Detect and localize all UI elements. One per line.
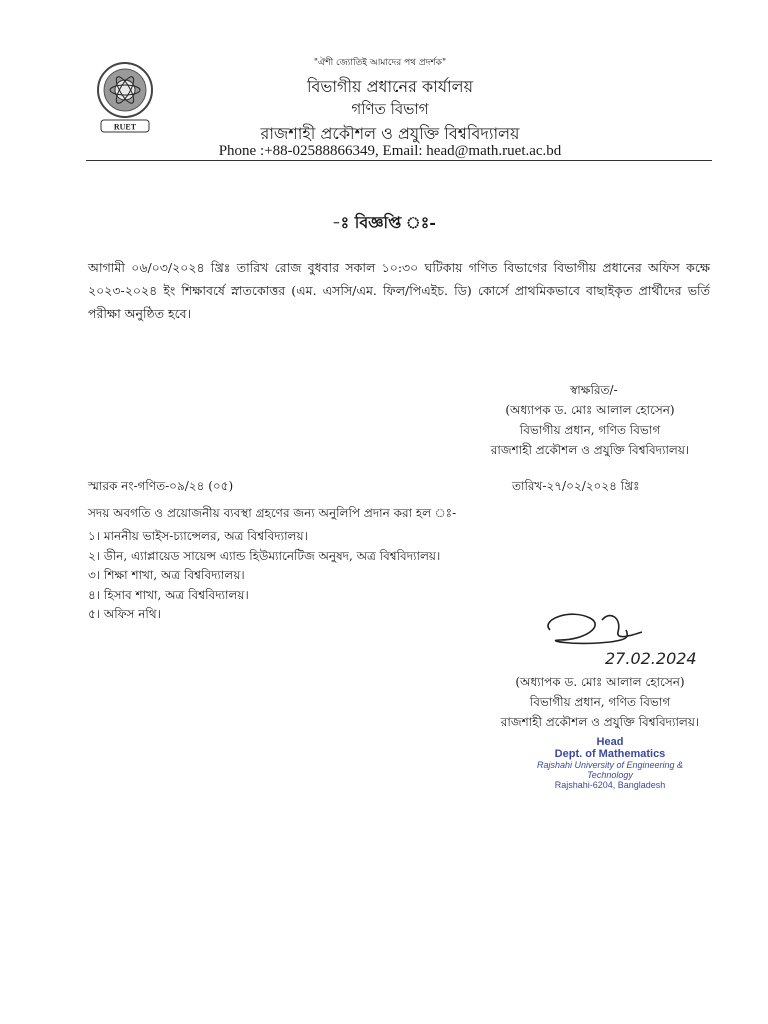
memo-date: তারিখ-২৭/০২/২০২৪ খ্রিঃ [512, 479, 640, 493]
seal-line-3: Rajshahi University of Engineering & Technology [536, 760, 684, 780]
header-divider [86, 160, 712, 161]
list-item: ২। ডীন, এ্যাপ্লায়েড সায়েন্স এ্যান্ড হিউম্যানেটিজ অনুষদ, অত্র বিশ্ববিদ্যালয়। [88, 548, 441, 563]
signatory-block-bottom [480, 672, 720, 732]
department-name: গণিত বিভাগ [351, 100, 429, 118]
official-seal [520, 736, 700, 792]
signatory-institution: রাজশাহী প্রকৌশল ও প্রযুক্তি বিশ্ববিদ্যালয়। [490, 443, 690, 457]
signatory-institution: রাজশাহী প্রকৌশল ও প্রযুক্তি বিশ্ববিদ্যালয়। [500, 715, 700, 729]
signatory-name: (অধ্যাপক ড. মোঃ আলাল হোসেন) [505, 403, 675, 417]
seal-line-1: Head [596, 736, 624, 748]
list-item: ১। মাননীয় ভাইস-চ্যান্সেলর, অত্র বিশ্ববিদ্যালয়। [88, 529, 308, 543]
memo-reference: স্মারক নং-গণিত-০৯/২৪ (০৫) [88, 479, 234, 493]
list-item: ৩। শিক্ষা শাখা, অত্র বিশ্ববিদ্যালয়। [88, 568, 245, 582]
office-title: বিভাগীয় প্রধানের কার্যালয় [306, 77, 474, 96]
ruet-logo [92, 60, 158, 140]
contact-line: Phone :+88-02588866349, Email: head@math.ruet.ac.bd [218, 143, 562, 159]
copy-list [88, 527, 440, 625]
handwritten-signature [530, 600, 720, 670]
signatory-block-top [470, 380, 710, 460]
motto: "ঐশী জ্যোতিই আমাদের পথ প্রদর্শক" [313, 58, 447, 68]
svg-text:RUET: RUET [113, 122, 137, 132]
list-item: ৪। হিসাব শাখা, অত্র বিশ্ববিদ্যালয়। [88, 587, 249, 602]
seal-line-2: Dept. of Mathematics [554, 748, 666, 760]
handwritten-date: 27.02.2024 [605, 649, 697, 668]
list-item: ৫। অফিস নথি। [88, 607, 161, 621]
notice-title: -ঃ বিজ্ঞপ্তি ঃ- [332, 213, 436, 232]
seal-line-4: Rajshahi-6204, Bangladesh [554, 780, 666, 790]
copy-intro: সদয় অবগতি ও প্রয়োজনীয় ব্যবস্থা গ্রহণের জন্য অনুলিপি প্রদান করা হল ঃ- [88, 506, 457, 520]
signatory-name: (অধ্যাপক ড. মোঃ আলাল হোসেন) [515, 675, 685, 689]
signatory-designation: বিভাগীয় প্রধান, গণিত বিভাগ [529, 695, 671, 709]
notice-body: আগামী ০৬/০৩/২০২৪ খ্রিঃ তারিখ রোজ বুধবার সকাল ১০:৩০ ঘটিকায় গণিত বিভাগের বিভাগীয় প্রধানের অফিস কক্ষে ২০২৩-২০২৪ ইং শিক্ষাবর্ষে স্নাতকোত্তর (এম. এসসি/এম. ফিল/পিএইচ. ডি) কোর্সে প্রাথমিকভাবে বাছাইকৃত প্রার্থীদের ভর্তি পরীক্ষা অনুষ্ঠিত হবে। [88, 260, 710, 321]
university-name: রাজশাহী প্রকৌশল ও প্রযুক্তি বিশ্ববিদ্যালয় [260, 124, 520, 143]
signed-note: স্বাক্ষরিত/- [570, 383, 618, 397]
signatory-designation: বিভাগীয় প্রধান, গণিত বিভাগ [519, 423, 661, 437]
